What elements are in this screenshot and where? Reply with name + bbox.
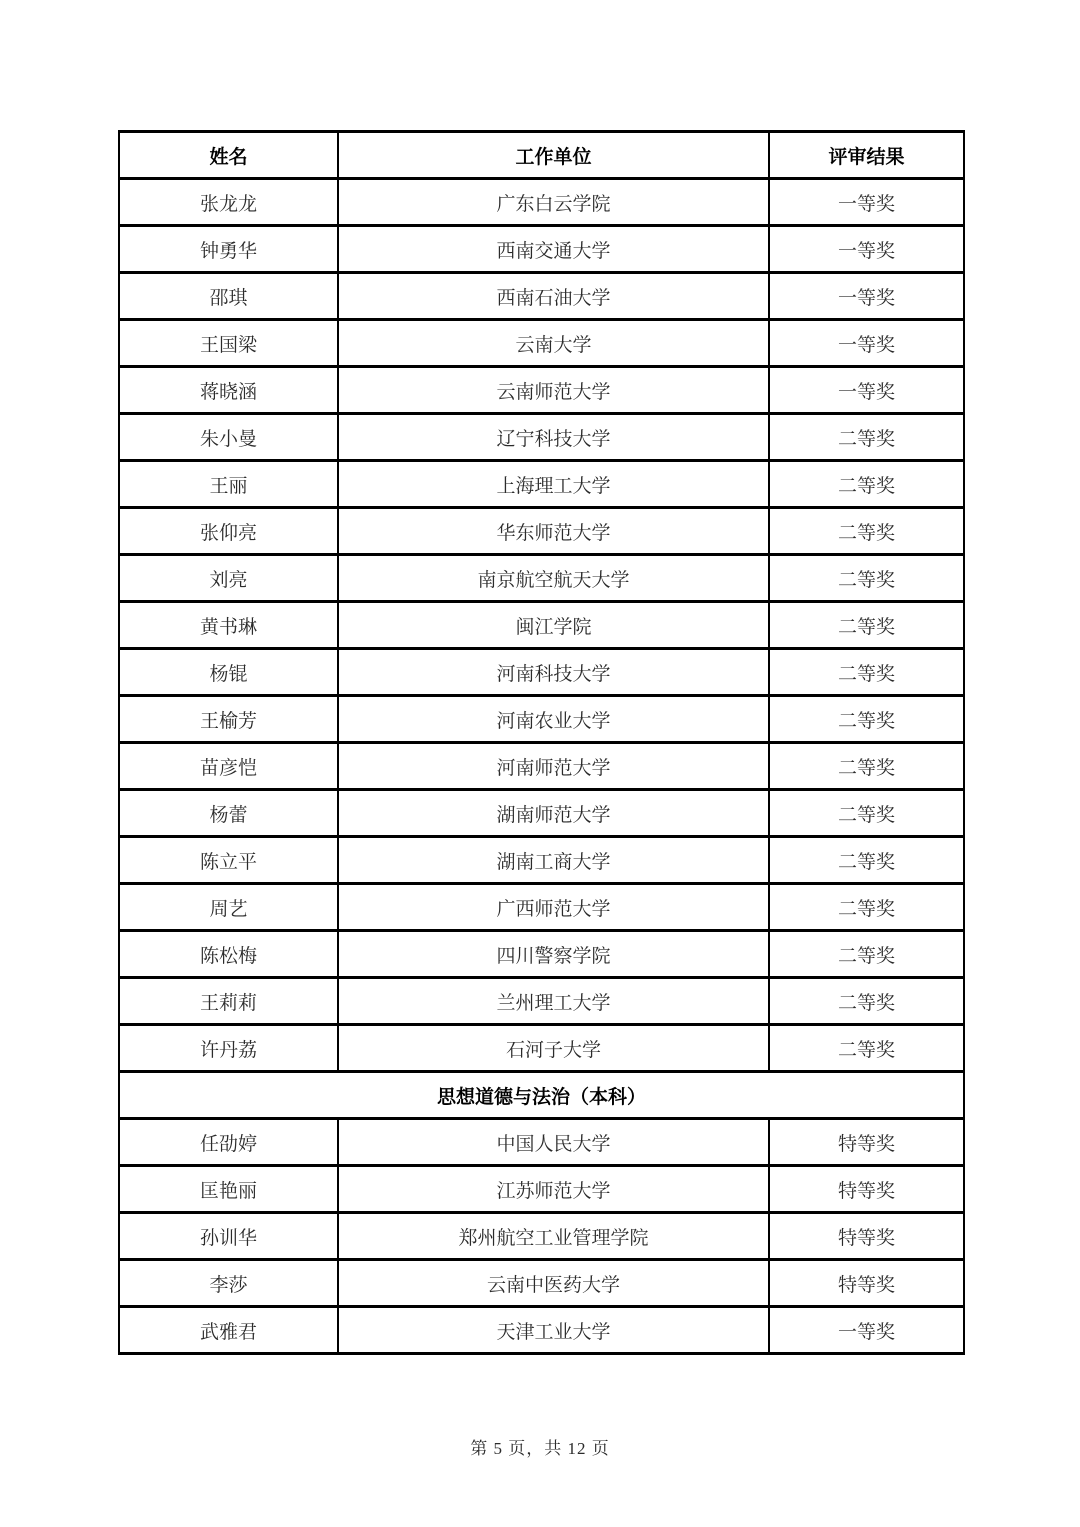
table-row xyxy=(119,1260,964,1307)
table-row xyxy=(119,320,964,367)
section-row xyxy=(119,1072,964,1119)
name-cell: 许丹荔 xyxy=(119,1025,338,1072)
result-cell: 二等奖 xyxy=(769,884,964,931)
name-cell: 朱小曼 xyxy=(119,414,338,461)
unit-cell: 云南大学 xyxy=(338,320,769,367)
result-cell: 特等奖 xyxy=(769,1119,964,1166)
header-unit: 工作单位 xyxy=(338,132,769,179)
name-cell: 陈立平 xyxy=(119,837,338,884)
table-row xyxy=(119,367,964,414)
unit-cell: 湖南师范大学 xyxy=(338,790,769,837)
unit-cell: 西南交通大学 xyxy=(338,226,769,273)
name-cell: 李莎 xyxy=(119,1260,338,1307)
name-cell: 任劭婷 xyxy=(119,1119,338,1166)
unit-cell: 广东白云学院 xyxy=(338,179,769,226)
result-cell: 特等奖 xyxy=(769,1213,964,1260)
header-name: 姓名 xyxy=(119,132,338,179)
table-row xyxy=(119,273,964,320)
unit-cell: 石河子大学 xyxy=(338,1025,769,1072)
name-cell: 王国梁 xyxy=(119,320,338,367)
result-cell: 二等奖 xyxy=(769,414,964,461)
name-cell: 钟勇华 xyxy=(119,226,338,273)
result-cell: 特等奖 xyxy=(769,1260,964,1307)
name-cell: 邵琪 xyxy=(119,273,338,320)
result-cell: 一等奖 xyxy=(769,1307,964,1354)
unit-cell: 天津工业大学 xyxy=(338,1307,769,1354)
unit-cell: 郑州航空工业管理学院 xyxy=(338,1213,769,1260)
unit-cell: 河南农业大学 xyxy=(338,696,769,743)
name-cell: 匡艳丽 xyxy=(119,1166,338,1213)
result-cell: 二等奖 xyxy=(769,837,964,884)
unit-cell: 云南中医药大学 xyxy=(338,1260,769,1307)
table-row xyxy=(119,696,964,743)
table-row xyxy=(119,884,964,931)
unit-cell: 湖南工商大学 xyxy=(338,837,769,884)
table-row xyxy=(119,508,964,555)
unit-cell: 上海理工大学 xyxy=(338,461,769,508)
table-row xyxy=(119,461,964,508)
unit-cell: 辽宁科技大学 xyxy=(338,414,769,461)
result-cell: 一等奖 xyxy=(769,320,964,367)
table-row xyxy=(119,1166,964,1213)
table-row xyxy=(119,1119,964,1166)
name-cell: 杨锟 xyxy=(119,649,338,696)
unit-cell: 云南师范大学 xyxy=(338,367,769,414)
result-cell: 一等奖 xyxy=(769,367,964,414)
name-cell: 张仰亮 xyxy=(119,508,338,555)
table-row xyxy=(119,790,964,837)
name-cell: 刘亮 xyxy=(119,555,338,602)
table-row xyxy=(119,1307,964,1354)
result-cell: 二等奖 xyxy=(769,743,964,790)
table-header xyxy=(119,132,964,179)
table-row xyxy=(119,602,964,649)
table-row xyxy=(119,226,964,273)
unit-cell: 广西师范大学 xyxy=(338,884,769,931)
unit-cell: 江苏师范大学 xyxy=(338,1166,769,1213)
name-cell: 苗彦恺 xyxy=(119,743,338,790)
unit-cell: 四川警察学院 xyxy=(338,931,769,978)
unit-cell: 南京航空航天大学 xyxy=(338,555,769,602)
result-cell: 二等奖 xyxy=(769,978,964,1025)
result-cell: 二等奖 xyxy=(769,602,964,649)
name-cell: 周艺 xyxy=(119,884,338,931)
header-row xyxy=(119,132,964,179)
result-cell: 二等奖 xyxy=(769,1025,964,1072)
result-cell: 特等奖 xyxy=(769,1166,964,1213)
result-cell: 二等奖 xyxy=(769,508,964,555)
unit-cell: 西南石油大学 xyxy=(338,273,769,320)
unit-cell: 中国人民大学 xyxy=(338,1119,769,1166)
name-cell: 王榆芳 xyxy=(119,696,338,743)
table-row xyxy=(119,931,964,978)
unit-cell: 华东师范大学 xyxy=(338,508,769,555)
table-body xyxy=(119,179,964,1354)
table-row xyxy=(119,837,964,884)
result-cell: 二等奖 xyxy=(769,555,964,602)
table-row xyxy=(119,1025,964,1072)
page-number-footer: 第 5 页，共 12 页 xyxy=(470,1439,610,1458)
name-cell: 王丽 xyxy=(119,461,338,508)
header-result: 评审结果 xyxy=(769,132,964,179)
table-row xyxy=(119,649,964,696)
table-row xyxy=(119,179,964,226)
table-row xyxy=(119,414,964,461)
result-cell: 一等奖 xyxy=(769,226,964,273)
table-row xyxy=(119,1213,964,1260)
result-cell: 一等奖 xyxy=(769,273,964,320)
unit-cell: 闽江学院 xyxy=(338,602,769,649)
name-cell: 武雅君 xyxy=(119,1307,338,1354)
result-cell: 二等奖 xyxy=(769,931,964,978)
unit-cell: 兰州理工大学 xyxy=(338,978,769,1025)
award-results-table xyxy=(118,130,965,1355)
section-label: 思想道德与法治（本科） xyxy=(119,1072,964,1119)
table-row xyxy=(119,743,964,790)
name-cell: 张龙龙 xyxy=(119,179,338,226)
result-cell: 二等奖 xyxy=(769,461,964,508)
name-cell: 黄书琳 xyxy=(119,602,338,649)
result-cell: 二等奖 xyxy=(769,790,964,837)
unit-cell: 河南科技大学 xyxy=(338,649,769,696)
name-cell: 孙训华 xyxy=(119,1213,338,1260)
name-cell: 蒋晓涵 xyxy=(119,367,338,414)
table-row xyxy=(119,978,964,1025)
result-cell: 一等奖 xyxy=(769,179,964,226)
table-row xyxy=(119,555,964,602)
name-cell: 王莉莉 xyxy=(119,978,338,1025)
unit-cell: 河南师范大学 xyxy=(338,743,769,790)
result-cell: 二等奖 xyxy=(769,649,964,696)
name-cell: 杨蕾 xyxy=(119,790,338,837)
name-cell: 陈松梅 xyxy=(119,931,338,978)
result-cell: 二等奖 xyxy=(769,696,964,743)
